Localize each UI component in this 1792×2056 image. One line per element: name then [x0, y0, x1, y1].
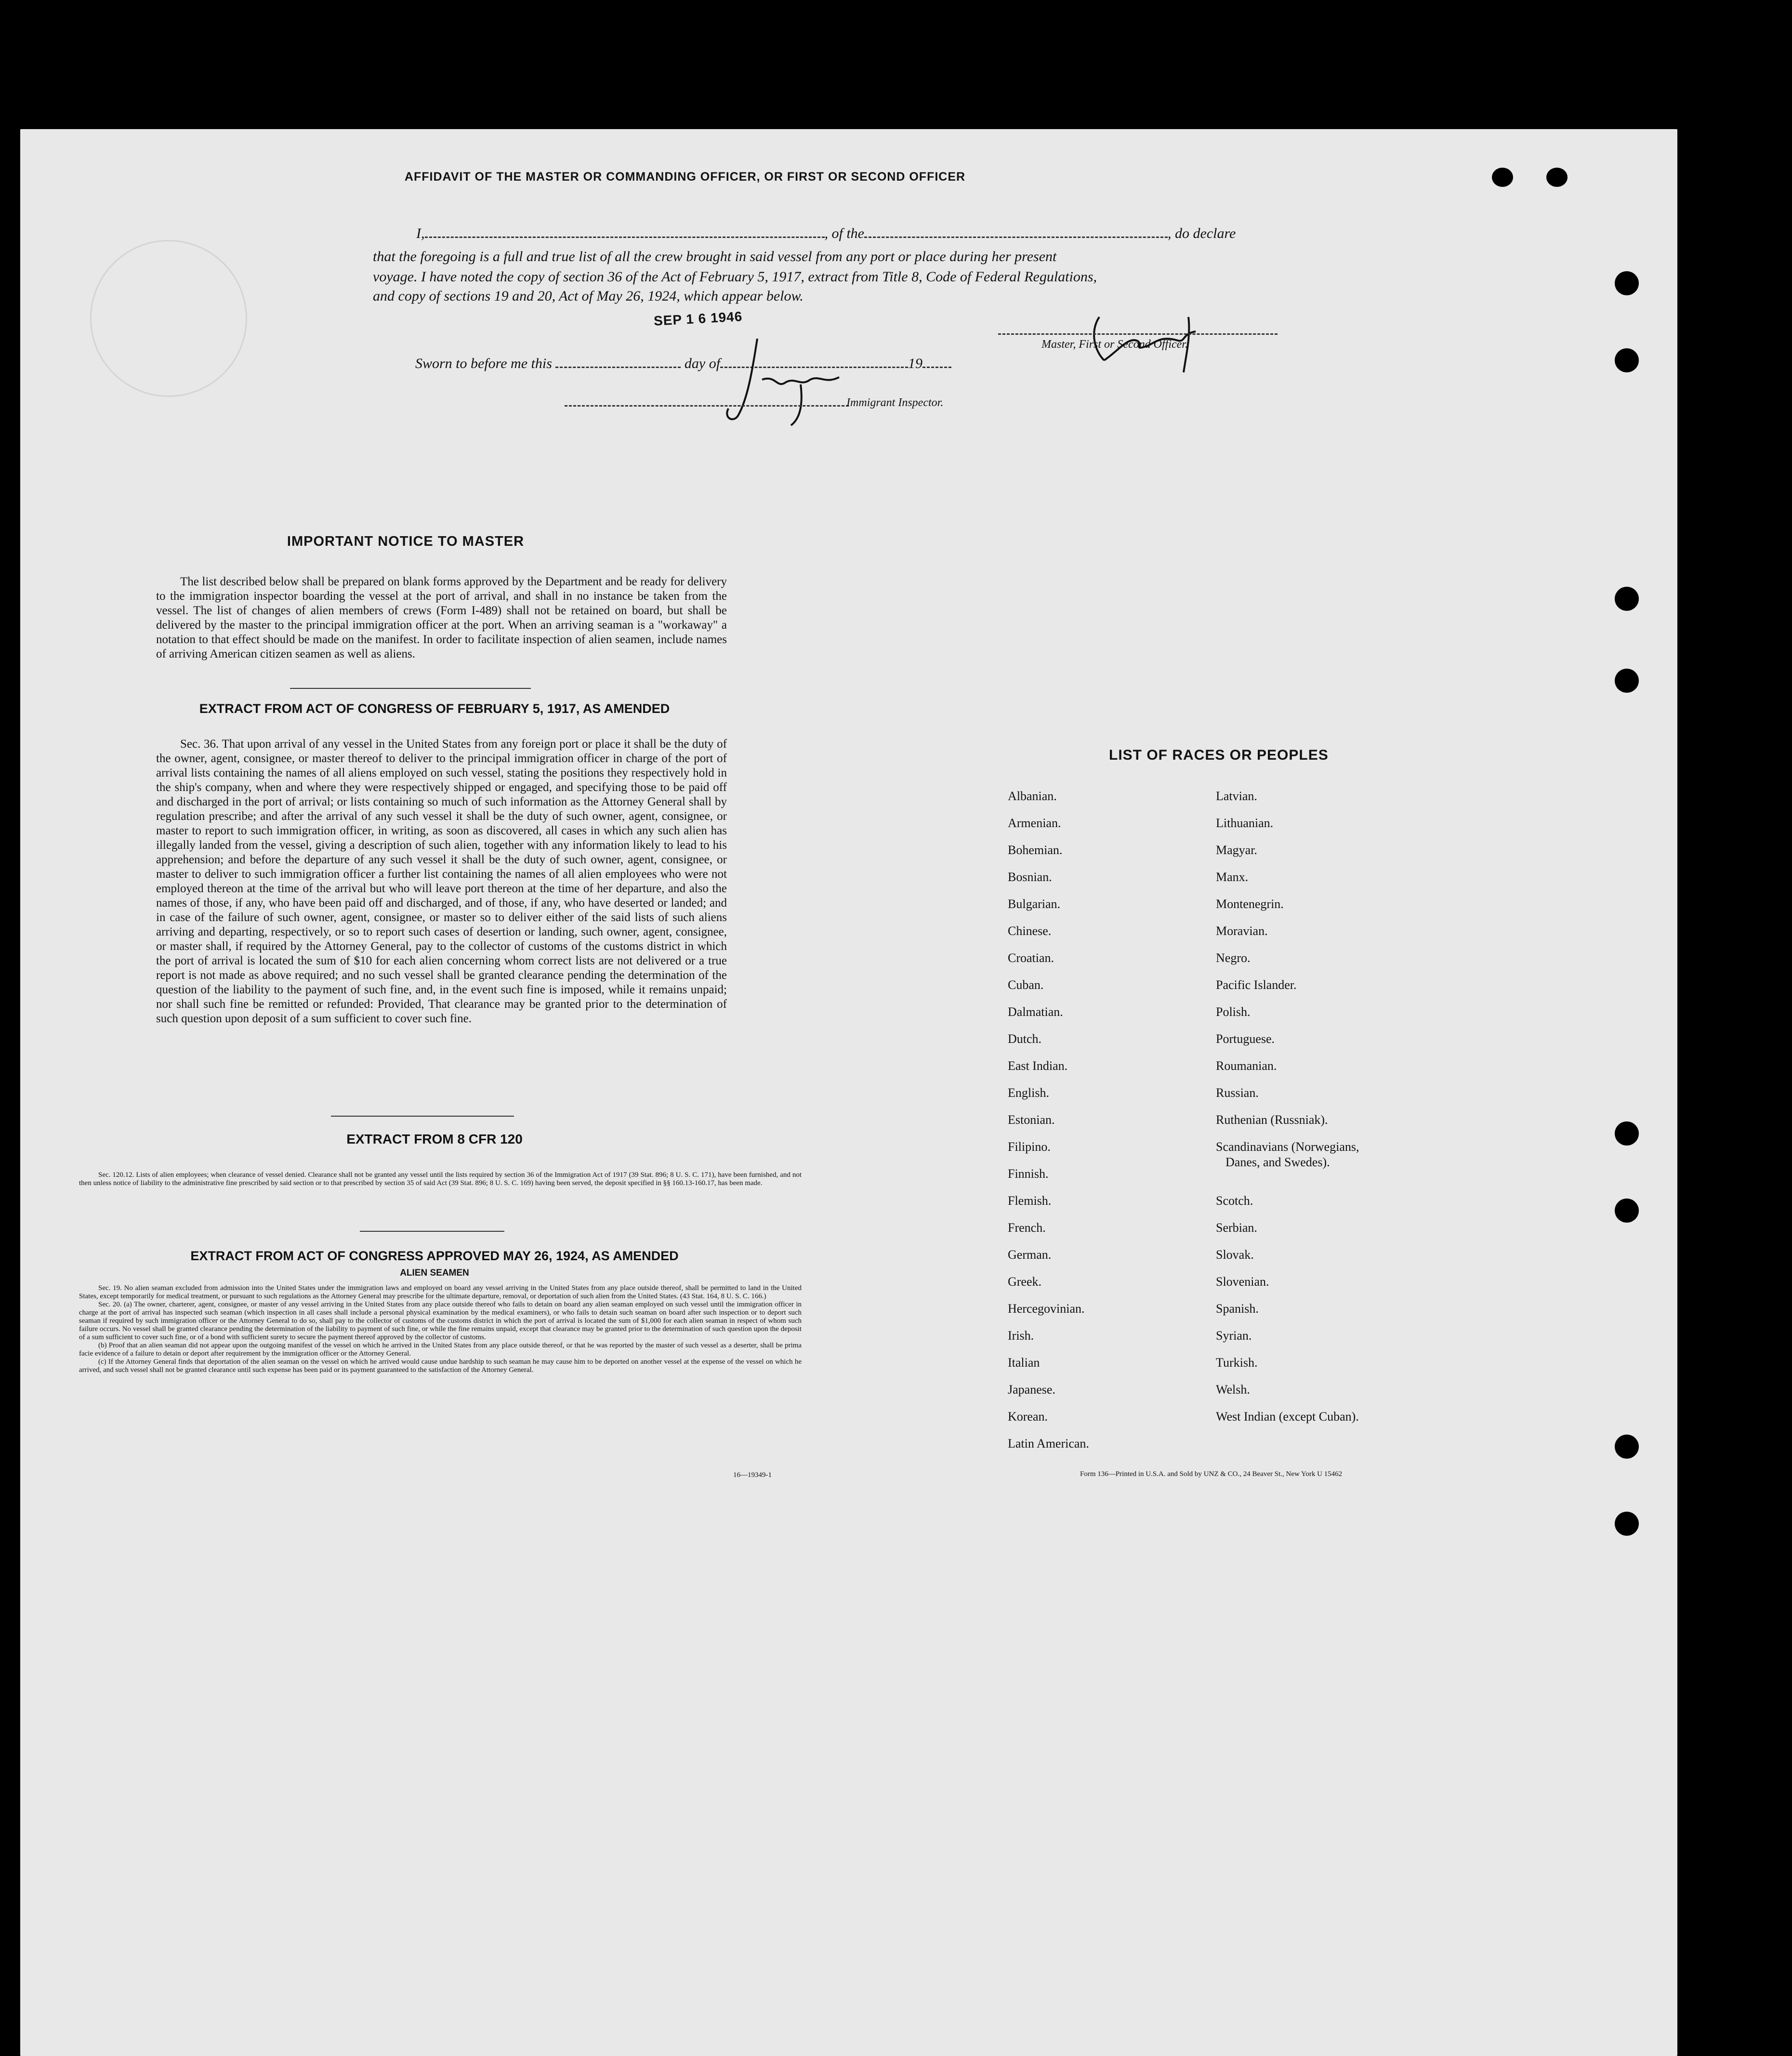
race-item: Dalmatian. — [1008, 1005, 1063, 1019]
form-code: 16—19349-1 — [733, 1471, 772, 1479]
race-item: East Indian. — [1008, 1059, 1068, 1073]
sworn-line — [415, 356, 951, 372]
sworn-year: 19 — [908, 356, 923, 371]
inspector-signature-line — [565, 405, 849, 407]
notice-heading: IMPORTANT NOTICE TO MASTER — [287, 534, 525, 549]
extract-cfr-body: Sec. 120.12. Lists of alien employees; when clearance of vessel denied. Clearance shall not be granted any vessel until the lists required by section 36 of the Immigration Act of 1917 (39 Stat. 896; 8 U. S. C. 171), have been furnished, and not then unless notice of liability to the administrative fine prescribed by said section or to that prescribed by section 35 of said Act (39 Stat. 896; 8 U. S. C. 169) having been served, the deposit specified in §§ 160.13-160.17, has been made. — [79, 1171, 802, 1187]
section-19: Sec. 19. No alien seaman excluded from admission into the United States under the immigration laws and employed on board any vessel arriving in the United States from any place outside thereof, shall be permitted to land in the United States, except temporarily for medical treatment, or pursuant to such regulations as the Attorney General may prescribe for the ultimate departure, removal, or deportation of such alien from the United States. (43 Stat. 164, 8 U. S. C. 166.) — [79, 1284, 802, 1300]
race-item: Russian. — [1216, 1086, 1259, 1100]
affidavit-line-3: voyage. I have noted the copy of section 36 of the Act of February 5, 1917, extract from Title 8, Code of Federal Regulations, — [373, 269, 1097, 285]
punch-hole — [1615, 1512, 1639, 1536]
section-20a: Sec. 20. (a) The owner, charterer, agent, consignee, or master of any vessel arriving in the United States from any place outside thereof who fails to detain on board any alien seaman employed on such vessel until the immigration officer in charge at the port of arrival has inspected such seaman (which inspection in all cases shall include a personal physical examination by the medical examiners), or who fails to detain such seaman on board after such inspection or to deport such seaman if required by such immigration officer or the Attorney General to do so, shall pay to the collector of customs of the customs district in which the port of arrival is located the sum of $1,000 for each alien seaman in respect of whom such failure occurs. No vessel shall be granted clearance pending the determination of the liability to payment of such fine, or while the fine remains unpaid, except that clearance may be granted prior to the determination of such question upon the deposit of a sum sufficient to cover such fine, or of a bond with sufficient surety to secure the payment thereof approved by the collector of customs. — [79, 1301, 802, 1341]
race-item: Italian — [1008, 1356, 1040, 1370]
sworn-day-of: day of — [684, 356, 721, 371]
extract-1924-heading: EXTRACT FROM ACT OF CONGRESS APPROVED MAY 26, 1924, AS AMENDED — [190, 1249, 679, 1263]
race-item: Finnish. — [1008, 1167, 1049, 1181]
sworn-year-blank — [922, 367, 951, 368]
race-item: Japanese. — [1008, 1383, 1055, 1397]
punch-hole — [1615, 271, 1639, 295]
race-item: Manx. — [1216, 870, 1249, 884]
race-item: Scandinavians (Norwegians, — [1216, 1140, 1359, 1154]
race-item: Slovenian. — [1216, 1275, 1269, 1289]
divider — [290, 688, 531, 689]
race-item: Armenian. — [1008, 816, 1061, 830]
race-item: Croatian. — [1008, 951, 1054, 965]
races-heading: LIST OF RACES OR PEOPLES — [1109, 747, 1329, 763]
affidavit-line-2: that the foregoing is a full and true list of all the crew brought in said vessel from any port or place during her present — [373, 249, 1057, 264]
race-item: Greek. — [1008, 1275, 1042, 1289]
extract-cfr-heading: EXTRACT FROM 8 CFR 120 — [346, 1132, 523, 1147]
extract-1924-subheading: ALIEN SEAMEN — [400, 1268, 469, 1278]
race-item: Portuguese. — [1216, 1032, 1275, 1046]
sworn-prefix: Sworn to before me this — [415, 356, 552, 371]
punch-hole — [1615, 1199, 1639, 1223]
name-blank — [425, 237, 825, 238]
vessel-blank — [864, 237, 1168, 238]
race-item: Bulgarian. — [1008, 897, 1061, 911]
race-item: Filipino. — [1008, 1140, 1051, 1154]
embossed-seal — [90, 240, 247, 397]
race-item: Latin American. — [1008, 1437, 1089, 1450]
extract-1917-body: Sec. 36. That upon arrival of any vessel in the United States from any foreign port or place it shall be the duty of the owner, agent, consignee, or master thereof to deliver to the principal immigration officer in charge of the port of arrival lists containing the names of all aliens employed on such vessel, stating the positions they respectively hold in the ship's company, when and where they were respectively shipped or engaged, and specifying those to be paid off and discharged in the port of arrival; or lists containing so much of such information as the Attorney General shall by regulation prescribe; and after the arrival of any such vessel it shall be the duty of such owner, agent, consignee, or master to report to such immigration officer, in writing, as soon as discovered, all cases in which any such alien has illegally landed from the vessel, giving a description of such alien, together with any information likely to lead to his apprehension; and before the departure of any such vessel it shall be the duty of such owner, agent, consignee, or master to deliver to such immigration officer a further list containing the names of all alien employees who were not employed thereon at the time of the arrival but who will leave port thereon at the time of her departure, and also the names of those, if any, who have been paid off and discharged, and of those, if any, who have deserted or landed; and in case of the failure of such owner, agent, consignee, or master so to deliver either of the said lists of such aliens arriving and departing, respectively, or so to report such cases of desertion or landing, such owner, agent, consignee, or master shall, if required by the Attorney General, pay to the collector of customs of the customs district in which the port of arrival is located the sum of $10 for each alien concerning whom correct lists are not delivered or a true report is not made as above required; and no such vessel shall be granted clearance pending the determination of the question of the liability to the payment of such fine, and, in the event such fine is imposed, while it remains unpaid; nor shall such fine be remitted or refunded: Provided, That clearance may be granted prior to the determination of such question upon deposit of a sum sufficient to cover such fine. — [156, 738, 727, 1025]
form-sheet — [20, 129, 1677, 2056]
divider — [360, 1231, 504, 1232]
race-item: Serbian. — [1216, 1221, 1257, 1235]
race-item: English. — [1008, 1086, 1049, 1100]
race-item: French. — [1008, 1221, 1046, 1235]
affidavit-line-4: and copy of sections 19 and 20, Act of May 26, 1924, which appear below. — [373, 288, 804, 304]
race-item: Magyar. — [1216, 843, 1257, 857]
race-item: Moravian. — [1216, 924, 1268, 938]
race-item: Welsh. — [1216, 1383, 1250, 1397]
received-date-stamp: SEP 1 6 1946 — [653, 309, 743, 329]
punch-hole — [1615, 669, 1639, 693]
race-item: Spanish. — [1216, 1302, 1259, 1316]
sworn-day-blank — [555, 367, 681, 368]
race-item: Latvian. — [1216, 789, 1257, 803]
race-item: Syrian. — [1216, 1329, 1252, 1343]
race-item: Scotch. — [1216, 1194, 1253, 1208]
race-item: Albanian. — [1008, 789, 1057, 803]
race-item: Chinese. — [1008, 924, 1052, 938]
punch-hole — [1615, 587, 1639, 611]
race-item: West Indian (except Cuban). — [1216, 1410, 1359, 1423]
race-item: Ruthenian (Russniak). — [1216, 1113, 1328, 1127]
affidavit-i-label: I, — [416, 225, 425, 241]
race-item: Montenegrin. — [1216, 897, 1284, 911]
affidavit-of-the: , of the — [824, 225, 864, 241]
punch-hole — [1615, 1121, 1639, 1146]
extract-1917-heading: EXTRACT FROM ACT OF CONGRESS OF FEBRUARY 5, 1917, AS AMENDED — [199, 701, 670, 716]
inspector-caption: Immigrant Inspector. — [846, 396, 944, 409]
affidavit-do-declare: , do declare — [1168, 225, 1236, 241]
punch-hole — [1615, 1435, 1639, 1459]
race-item: Lithuanian. — [1216, 816, 1274, 830]
affidavit-line-1 — [416, 225, 1312, 242]
master-signature-line — [998, 333, 1278, 335]
printer-imprint: Form 136—Printed in U.S.A. and Sold by UNZ & CO., 24 Beaver St., New York U 15462 — [1080, 1470, 1343, 1478]
race-item: Irish. — [1008, 1329, 1034, 1343]
race-item: Roumanian. — [1216, 1059, 1277, 1073]
punch-hole — [1546, 168, 1568, 187]
master-signature — [1070, 288, 1234, 375]
race-item: Turkish. — [1216, 1356, 1258, 1370]
race-item: Negro. — [1216, 951, 1251, 965]
inspector-signature — [704, 331, 858, 428]
punch-hole — [1492, 168, 1513, 187]
race-item: Danes, and Swedes). — [1225, 1155, 1330, 1169]
race-item: Bohemian. — [1008, 843, 1063, 857]
race-item: Flemish. — [1008, 1194, 1052, 1208]
race-item: Polish. — [1216, 1005, 1251, 1019]
punch-hole — [1615, 348, 1639, 372]
section-20c: (c) If the Attorney General finds that deportation of the alien seaman on the vessel on which he arrived would cause undue hardship to such seaman he may cause him to be deported on another vessel at the expense of the vessel on which he arrived, and such vessel shall not be granted clearance until such expense has been paid or its payment guaranteed to the satisfaction of the Attorney General. — [79, 1358, 802, 1374]
race-item: Korean. — [1008, 1410, 1048, 1423]
extract-1924-body — [79, 1284, 802, 1374]
affidavit-title: AFFIDAVIT OF THE MASTER OR COMMANDING OFFICER, OR FIRST OR SECOND OFFICER — [404, 170, 966, 184]
race-item: Estonian. — [1008, 1113, 1055, 1127]
section-20b: (b) Proof that an alien seaman did not appear upon the outgoing manifest of the vessel on which he arrived in the United States from any place outside thereof, or that he was reported by the master of such vessel as a deserter, shall be prima facie evidence of a failure to detain or deport after requirement by the immigration officer or the Attorney General. — [79, 1342, 802, 1357]
race-item: Hercegovinian. — [1008, 1302, 1085, 1316]
race-item: Slovak. — [1216, 1248, 1254, 1262]
divider — [331, 1116, 514, 1117]
notice-body: The list described below shall be prepared on blank forms approved by the Department and be ready for delivery to the immigration inspector boarding the vessel at the port of arrival, and shall in no instance be taken from the vessel. The list of changes of alien members of crews (Form I-489) shall not be retained on board, but shall be delivered by the master to the principal immigration officer at the port. When an arriving seaman is a "workaway" a notation to that effect should be made on the manifest. In order to facilitate inspection of alien seamen, include names of arriving American citizen seamen as well as aliens. — [156, 575, 727, 660]
race-item: Cuban. — [1008, 978, 1044, 992]
master-caption: Master, First or Second Officer. — [1041, 338, 1188, 351]
race-item: German. — [1008, 1248, 1052, 1262]
race-item: Pacific Islander. — [1216, 978, 1297, 992]
race-item: Bosnian. — [1008, 870, 1052, 884]
race-item: Dutch. — [1008, 1032, 1042, 1046]
